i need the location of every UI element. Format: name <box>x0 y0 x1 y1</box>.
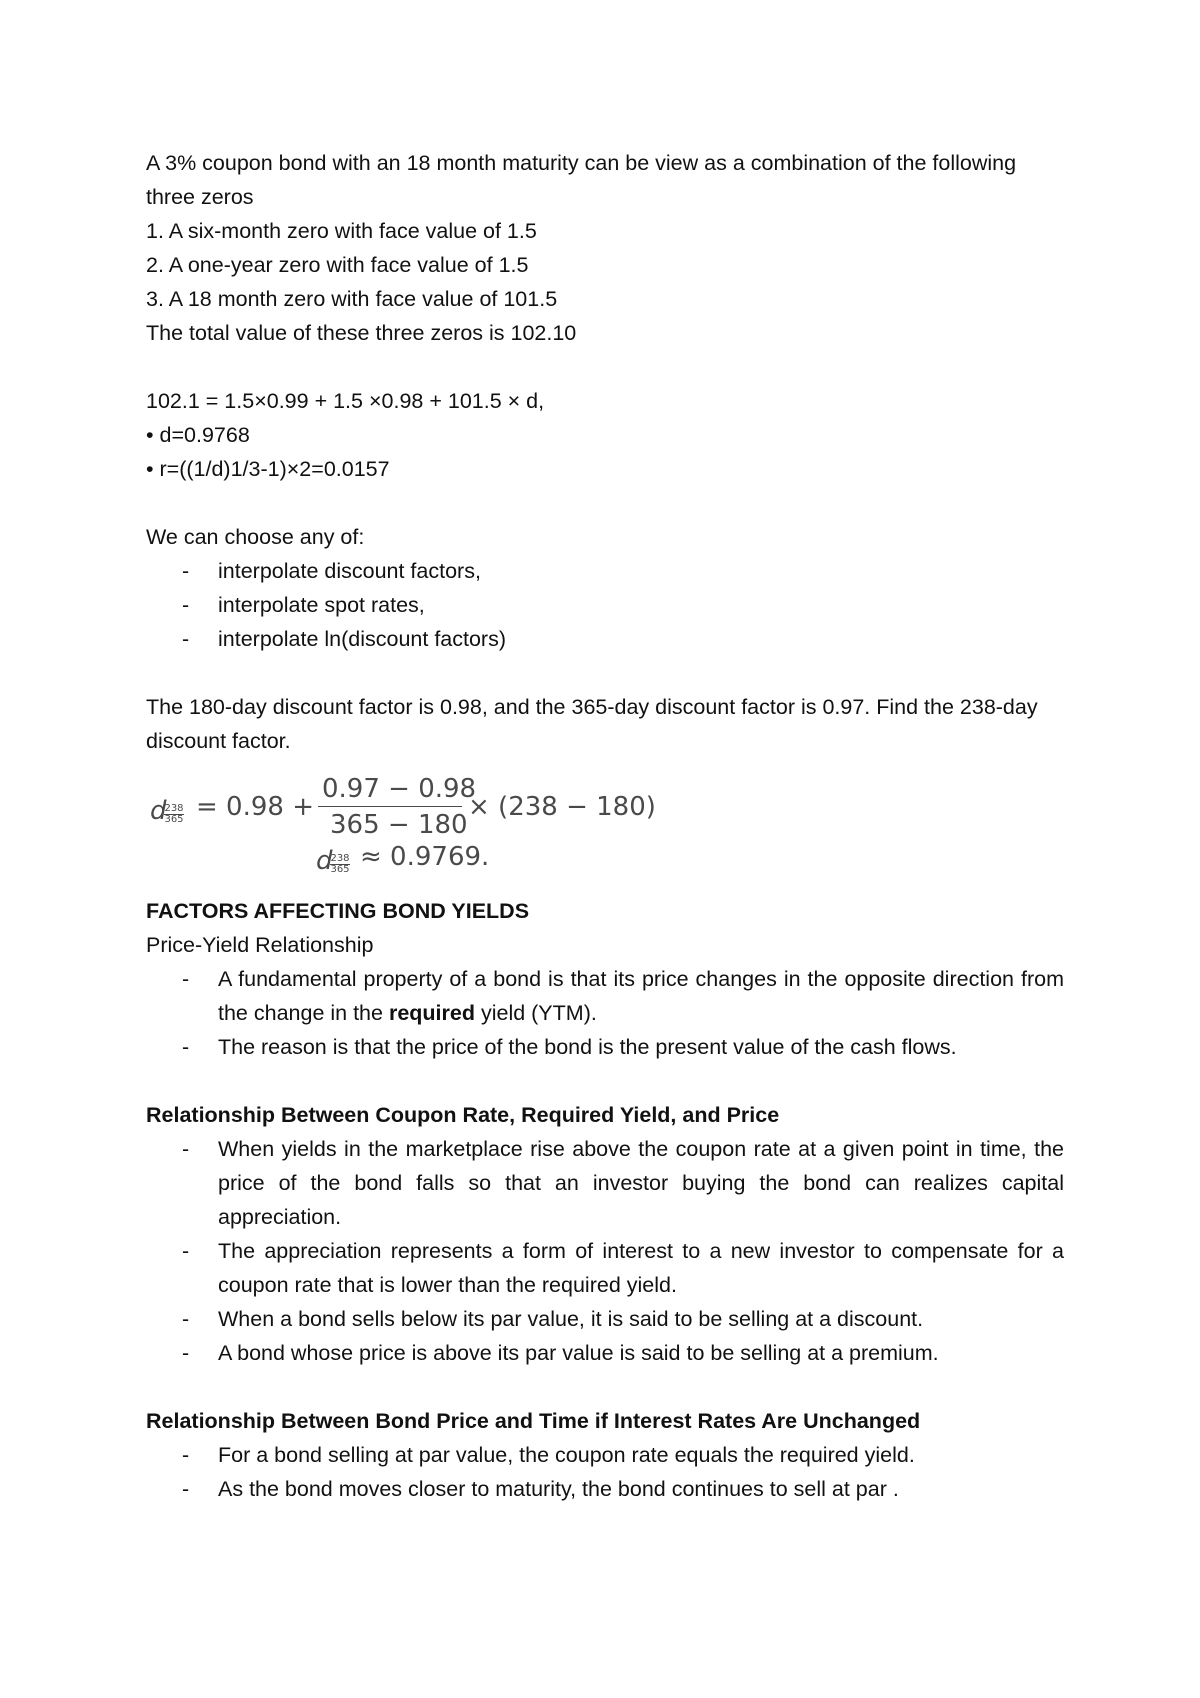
section-heading-factors: FACTORS AFFECTING BOND YIELDS <box>146 899 530 923</box>
formula-d: d <box>150 796 167 826</box>
formula-numerator: 0.97 − 0.98 <box>322 774 477 804</box>
formula-lhs: = 0.98 + <box>196 792 314 822</box>
list-item <box>146 554 1064 588</box>
list-item-text: A bond whose price is above its par value is said to be selling at a premium. <box>218 1341 939 1365</box>
list-item <box>146 1336 1064 1370</box>
subscript-denominator: 365 <box>164 814 184 825</box>
factors-list <box>146 962 1064 1064</box>
intro-item-3: 3. A 18 month zero with face value of 101.5 <box>146 287 558 311</box>
list-item-text: When a bond sells below its par value, it is said to be selling at a discount. <box>218 1307 924 1331</box>
list-item-text: interpolate spot rates, <box>218 593 425 617</box>
page-content <box>146 146 1064 1506</box>
time-list <box>146 1438 1064 1506</box>
list-item-text-pre: A fundamental property of a bond is that its price changes in the opposite direction from the change in the <box>218 967 1064 1025</box>
spacer <box>146 1064 1064 1098</box>
formula-result: ≈ 0.9769. <box>360 842 490 872</box>
list-item-text: The reason is that the price of the bond is the present value of the cash flows. <box>218 1035 957 1059</box>
choose-title: We can choose any of: <box>146 525 365 549</box>
formula-subscript <box>164 804 184 825</box>
formula-fraction-bar <box>318 806 462 807</box>
spacer <box>146 486 1064 520</box>
subscript-denominator: 365 <box>330 864 350 875</box>
spacer <box>146 350 1064 384</box>
list-item <box>146 1234 1064 1302</box>
interpolation-formula <box>144 768 684 892</box>
list-dash: - <box>182 967 190 991</box>
formula-denominator: 365 − 180 <box>330 810 468 840</box>
list-item <box>146 1132 1064 1234</box>
calc-d-value: • d=0.9768 <box>146 423 250 447</box>
list-dash: - <box>182 1239 190 1263</box>
formula-result-subscript <box>330 854 350 875</box>
spacer <box>146 656 1064 690</box>
list-item <box>146 588 1064 622</box>
list-dash: - <box>182 1307 190 1331</box>
list-item <box>146 622 1064 656</box>
list-item <box>146 1302 1064 1336</box>
problem-statement: The 180-day discount factor is 0.98, and the 365-day discount factor is 0.97. Find the 238-day discount factor. <box>146 695 1038 753</box>
intro-total: The total value of these three zeros is 102.10 <box>146 321 577 345</box>
list-dash: - <box>182 1477 190 1501</box>
formula-times: × (238 − 180) <box>468 792 656 822</box>
intro-item-1: 1. A six-month zero with face value of 1.5 <box>146 219 537 243</box>
list-dash: - <box>182 559 190 583</box>
list-dash: - <box>182 1341 190 1365</box>
list-item-text: For a bond selling at par value, the coupon rate equals the required yield. <box>218 1443 915 1467</box>
list-item-text: As the bond moves closer to maturity, the bond continues to sell at par . <box>218 1477 899 1501</box>
list-dash: - <box>182 593 190 617</box>
subscript-numerator: 238 <box>164 803 184 814</box>
calc-r-value: • r=((1/d)1/3-1)×2=0.0157 <box>146 457 390 481</box>
intro-paragraph: A 3% coupon bond with an 18 month maturity can be view as a combination of the following three zeros <box>146 151 1017 209</box>
list-item-text-bold: required <box>388 1001 475 1025</box>
list-dash: - <box>182 627 190 651</box>
formula-result-d: d <box>316 846 333 876</box>
section-heading-coupon: Relationship Between Coupon Rate, Required Yield, and Price <box>146 1103 780 1127</box>
coupon-list <box>146 1132 1064 1370</box>
list-item <box>146 1438 1064 1472</box>
list-dash: - <box>182 1443 190 1467</box>
list-dash: - <box>182 1137 190 1161</box>
list-dash: - <box>182 1035 190 1059</box>
list-item <box>146 962 1064 1030</box>
intro-item-2: 2. A one-year zero with face value of 1.5 <box>146 253 529 277</box>
list-item-text: interpolate ln(discount factors) <box>218 627 507 651</box>
calc-equation: 102.1 = 1.5×0.99 + 1.5 ×0.98 + 101.5 × d, <box>146 389 545 413</box>
list-item-text: When yields in the marketplace rise above the coupon rate at a given point in time, the price of the bond falls so that an investor buying the bond can realizes capital appreciation. <box>218 1137 1064 1229</box>
section-heading-time: Relationship Between Bond Price and Time if Interest Rates Are Unchanged <box>146 1409 921 1433</box>
list-item <box>146 1472 1064 1506</box>
list-item-text: interpolate discount factors, <box>218 559 481 583</box>
list-item <box>146 1030 1064 1064</box>
subheading-price-yield: Price-Yield Relationship <box>146 933 374 957</box>
spacer <box>146 1370 1064 1404</box>
list-item-text: The appreciation represents a form of interest to a new investor to compensate for a coupon rate that is lower than the required yield. <box>218 1239 1064 1297</box>
subscript-numerator: 238 <box>330 853 350 864</box>
list-item-text-post: yield (YTM). <box>474 1001 597 1025</box>
choose-list <box>146 554 1064 656</box>
